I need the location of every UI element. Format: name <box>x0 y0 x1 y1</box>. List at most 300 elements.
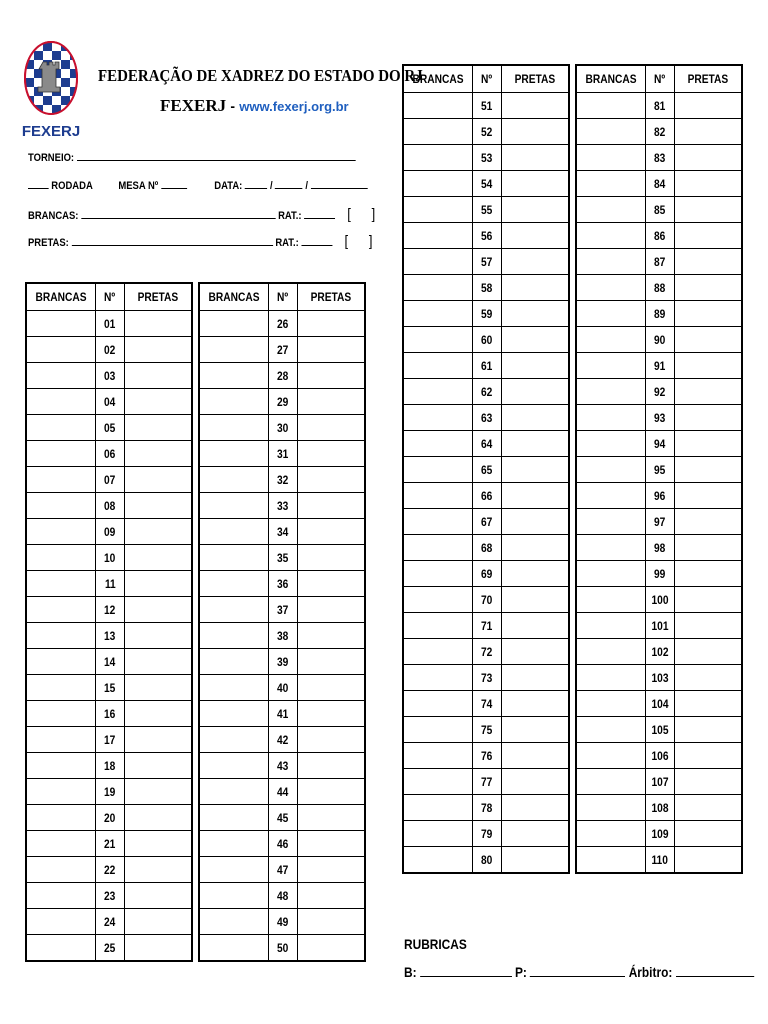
move-number: 81 <box>646 93 675 119</box>
move-number: 58 <box>473 275 502 301</box>
black-move-cell[interactable] <box>675 665 743 691</box>
move-number: 41 <box>269 701 298 727</box>
white-move-cell[interactable] <box>199 675 269 701</box>
black-move-cell[interactable] <box>298 675 366 701</box>
white-move-cell[interactable] <box>576 457 646 483</box>
white-move-cell[interactable] <box>403 821 473 847</box>
white-move-cell[interactable] <box>576 379 646 405</box>
move-row <box>576 587 742 613</box>
move-number: 74 <box>473 691 502 717</box>
move-row <box>403 275 569 301</box>
white-move-cell[interactable] <box>403 223 473 249</box>
white-move-cell[interactable] <box>199 415 269 441</box>
white-move-cell[interactable] <box>403 509 473 535</box>
white-move-cell[interactable] <box>26 779 96 805</box>
brancas-label: BRANCAS: <box>28 210 79 222</box>
white-move-cell[interactable] <box>576 405 646 431</box>
black-move-cell[interactable] <box>675 561 743 587</box>
black-move-cell[interactable] <box>675 249 743 275</box>
white-move-cell[interactable] <box>576 509 646 535</box>
black-move-cell[interactable] <box>125 467 193 493</box>
website-link[interactable]: www.fexerj.org.br <box>239 99 349 114</box>
white-move-cell[interactable] <box>403 171 473 197</box>
black-move-cell[interactable] <box>502 197 570 223</box>
move-row <box>403 301 569 327</box>
black-move-cell[interactable] <box>298 649 366 675</box>
white-move-cell[interactable] <box>199 519 269 545</box>
white-move-cell[interactable] <box>576 665 646 691</box>
black-move-cell[interactable] <box>298 701 366 727</box>
black-move-cell[interactable] <box>298 857 366 883</box>
pretas-bracket-open: [ <box>344 233 349 250</box>
white-move-cell[interactable] <box>403 353 473 379</box>
move-row <box>199 571 365 597</box>
white-move-cell[interactable] <box>403 275 473 301</box>
white-move-cell[interactable] <box>576 145 646 171</box>
white-move-cell[interactable] <box>576 769 646 795</box>
black-move-cell[interactable] <box>125 571 193 597</box>
pretas-line[interactable] <box>71 235 272 246</box>
move-number: 65 <box>473 457 502 483</box>
black-move-cell[interactable] <box>298 909 366 935</box>
white-move-cell[interactable] <box>576 847 646 874</box>
move-number: 09 <box>96 519 125 545</box>
b-signature-line[interactable] <box>420 962 512 977</box>
white-move-cell[interactable] <box>576 171 646 197</box>
white-move-cell[interactable] <box>26 519 96 545</box>
white-move-cell[interactable] <box>26 571 96 597</box>
black-move-cell[interactable] <box>125 805 193 831</box>
move-row <box>26 935 192 962</box>
white-move-cell[interactable] <box>403 119 473 145</box>
black-move-cell[interactable] <box>675 379 743 405</box>
black-move-cell[interactable] <box>675 847 743 874</box>
white-move-cell[interactable] <box>403 93 473 119</box>
black-move-cell[interactable] <box>298 727 366 753</box>
move-number: 15 <box>96 675 125 701</box>
black-move-cell[interactable] <box>125 623 193 649</box>
black-move-cell[interactable] <box>502 119 570 145</box>
black-move-cell[interactable] <box>298 779 366 805</box>
white-move-cell[interactable] <box>199 753 269 779</box>
move-number: 70 <box>473 587 502 613</box>
white-move-cell[interactable] <box>576 795 646 821</box>
move-number: 63 <box>473 405 502 431</box>
black-move-cell[interactable] <box>675 431 743 457</box>
black-move-cell[interactable] <box>675 353 743 379</box>
black-move-cell[interactable] <box>675 769 743 795</box>
black-move-cell[interactable] <box>675 93 743 119</box>
white-move-cell[interactable] <box>26 857 96 883</box>
black-move-cell[interactable] <box>502 353 570 379</box>
white-move-cell[interactable] <box>199 467 269 493</box>
white-move-cell[interactable] <box>576 119 646 145</box>
white-move-cell[interactable] <box>576 743 646 769</box>
black-move-cell[interactable] <box>502 743 570 769</box>
white-move-cell[interactable] <box>403 847 473 874</box>
black-move-cell[interactable] <box>298 623 366 649</box>
black-move-cell[interactable] <box>298 337 366 363</box>
white-move-cell[interactable] <box>403 743 473 769</box>
white-move-cell[interactable] <box>576 717 646 743</box>
black-move-cell[interactable] <box>125 337 193 363</box>
move-row <box>403 613 569 639</box>
white-move-cell[interactable] <box>403 145 473 171</box>
move-row <box>403 431 569 457</box>
black-move-cell[interactable] <box>298 467 366 493</box>
white-move-cell[interactable] <box>199 311 269 337</box>
p-signature-line[interactable] <box>530 962 625 977</box>
white-move-cell[interactable] <box>199 545 269 571</box>
white-move-cell[interactable] <box>26 493 96 519</box>
move-row <box>576 847 742 874</box>
move-number: 66 <box>473 483 502 509</box>
black-move-cell[interactable] <box>125 649 193 675</box>
move-row <box>26 727 192 753</box>
black-move-cell[interactable] <box>502 509 570 535</box>
rodada-line[interactable] <box>28 178 49 189</box>
move-number: 76 <box>473 743 502 769</box>
move-row <box>403 769 569 795</box>
white-move-cell[interactable] <box>576 587 646 613</box>
arbitro-signature-line[interactable] <box>676 962 754 977</box>
black-move-cell[interactable] <box>675 795 743 821</box>
black-move-cell[interactable] <box>502 691 570 717</box>
white-move-cell[interactable] <box>403 431 473 457</box>
black-move-cell[interactable] <box>298 545 366 571</box>
black-move-cell[interactable] <box>675 405 743 431</box>
white-move-cell[interactable] <box>576 613 646 639</box>
move-number: 46 <box>269 831 298 857</box>
move-row <box>403 171 569 197</box>
move-row <box>576 665 742 691</box>
white-move-cell[interactable] <box>199 857 269 883</box>
black-move-cell[interactable] <box>675 171 743 197</box>
white-move-cell[interactable] <box>576 639 646 665</box>
move-number: 04 <box>96 389 125 415</box>
white-move-cell[interactable] <box>576 249 646 275</box>
black-move-cell[interactable] <box>298 805 366 831</box>
move-row <box>576 457 742 483</box>
white-move-cell[interactable] <box>403 379 473 405</box>
white-move-cell[interactable] <box>199 779 269 805</box>
move-number: 23 <box>96 883 125 909</box>
white-move-cell[interactable] <box>576 535 646 561</box>
black-move-cell[interactable] <box>298 415 366 441</box>
black-move-cell[interactable] <box>125 701 193 727</box>
white-move-cell[interactable] <box>26 701 96 727</box>
black-move-cell[interactable] <box>502 457 570 483</box>
black-move-cell[interactable] <box>125 753 193 779</box>
brancas-line[interactable] <box>81 208 275 219</box>
black-move-cell[interactable] <box>675 639 743 665</box>
white-move-cell[interactable] <box>576 93 646 119</box>
white-move-cell[interactable] <box>199 909 269 935</box>
move-number: 13 <box>96 623 125 649</box>
black-move-cell[interactable] <box>298 831 366 857</box>
white-move-cell[interactable] <box>199 727 269 753</box>
white-move-cell[interactable] <box>576 327 646 353</box>
black-move-cell[interactable] <box>675 275 743 301</box>
black-move-cell[interactable] <box>125 441 193 467</box>
black-move-cell[interactable] <box>125 857 193 883</box>
black-move-cell[interactable] <box>502 639 570 665</box>
black-move-cell[interactable] <box>502 405 570 431</box>
date-year-line[interactable] <box>311 178 368 189</box>
white-move-cell[interactable] <box>26 883 96 909</box>
black-move-cell[interactable] <box>298 935 366 962</box>
move-number: 29 <box>269 389 298 415</box>
brancas-field[interactable] <box>28 206 375 223</box>
white-move-cell[interactable] <box>199 363 269 389</box>
white-move-cell[interactable] <box>199 597 269 623</box>
black-move-cell[interactable] <box>502 665 570 691</box>
black-move-cell[interactable] <box>125 831 193 857</box>
black-move-cell[interactable] <box>298 389 366 415</box>
white-move-cell[interactable] <box>576 821 646 847</box>
white-move-cell[interactable] <box>199 389 269 415</box>
move-number: 51 <box>473 93 502 119</box>
black-move-cell[interactable] <box>298 753 366 779</box>
black-move-cell[interactable] <box>675 743 743 769</box>
black-move-cell[interactable] <box>125 389 193 415</box>
white-move-cell[interactable] <box>26 675 96 701</box>
brancas-bracket-close: ] <box>371 206 376 223</box>
black-move-cell[interactable] <box>675 457 743 483</box>
black-move-cell[interactable] <box>502 145 570 171</box>
white-move-cell[interactable] <box>199 701 269 727</box>
move-number: 17 <box>96 727 125 753</box>
white-move-cell[interactable] <box>26 311 96 337</box>
black-move-cell[interactable] <box>502 587 570 613</box>
black-move-cell[interactable] <box>675 509 743 535</box>
logo-text: FEXERJ <box>22 123 80 140</box>
move-row <box>199 519 365 545</box>
white-move-cell[interactable] <box>576 691 646 717</box>
black-move-cell[interactable] <box>502 223 570 249</box>
move-row <box>26 467 192 493</box>
white-move-cell[interactable] <box>199 441 269 467</box>
move-number: 52 <box>473 119 502 145</box>
white-move-cell[interactable] <box>199 571 269 597</box>
white-move-cell[interactable] <box>576 561 646 587</box>
black-move-cell[interactable] <box>675 691 743 717</box>
white-move-cell[interactable] <box>26 597 96 623</box>
black-move-cell[interactable] <box>675 613 743 639</box>
black-move-cell[interactable] <box>125 311 193 337</box>
move-row <box>576 93 742 119</box>
white-move-cell[interactable] <box>26 753 96 779</box>
white-move-cell[interactable] <box>26 389 96 415</box>
move-number: 21 <box>96 831 125 857</box>
org-short-name: FEXERJ <box>160 96 227 115</box>
black-move-cell[interactable] <box>675 119 743 145</box>
white-move-cell[interactable] <box>26 831 96 857</box>
black-move-cell[interactable] <box>502 483 570 509</box>
white-move-cell[interactable] <box>199 831 269 857</box>
black-move-cell[interactable] <box>675 535 743 561</box>
white-move-cell[interactable] <box>26 649 96 675</box>
black-move-cell[interactable] <box>125 883 193 909</box>
black-move-cell[interactable] <box>298 441 366 467</box>
move-number: 53 <box>473 145 502 171</box>
black-move-cell[interactable] <box>125 415 193 441</box>
black-move-cell[interactable] <box>125 545 193 571</box>
white-move-cell[interactable] <box>576 431 646 457</box>
black-move-cell[interactable] <box>675 483 743 509</box>
black-move-cell[interactable] <box>125 675 193 701</box>
black-move-cell[interactable] <box>298 363 366 389</box>
white-move-cell[interactable] <box>403 483 473 509</box>
white-move-cell[interactable] <box>403 691 473 717</box>
white-move-cell[interactable] <box>576 353 646 379</box>
white-move-cell[interactable] <box>199 649 269 675</box>
white-move-cell[interactable] <box>199 493 269 519</box>
white-move-cell[interactable] <box>26 337 96 363</box>
white-move-cell[interactable] <box>199 337 269 363</box>
black-move-cell[interactable] <box>675 587 743 613</box>
black-move-cell[interactable] <box>502 275 570 301</box>
black-move-cell[interactable] <box>125 363 193 389</box>
white-move-cell[interactable] <box>26 909 96 935</box>
white-move-cell[interactable] <box>26 467 96 493</box>
white-move-cell[interactable] <box>26 805 96 831</box>
black-move-cell[interactable] <box>125 909 193 935</box>
white-move-cell[interactable] <box>576 197 646 223</box>
white-move-cell[interactable] <box>403 249 473 275</box>
white-move-cell[interactable] <box>403 665 473 691</box>
white-move-cell[interactable] <box>26 623 96 649</box>
black-move-cell[interactable] <box>502 769 570 795</box>
black-move-cell[interactable] <box>502 535 570 561</box>
torneio-field[interactable] <box>28 150 355 164</box>
black-move-cell[interactable] <box>125 935 193 962</box>
black-move-cell[interactable] <box>298 571 366 597</box>
black-move-cell[interactable] <box>502 379 570 405</box>
move-number: 96 <box>646 483 675 509</box>
black-move-cell[interactable] <box>675 145 743 171</box>
white-move-cell[interactable] <box>26 727 96 753</box>
white-move-cell[interactable] <box>403 457 473 483</box>
move-row <box>199 363 365 389</box>
white-move-cell[interactable] <box>199 805 269 831</box>
move-number: 87 <box>646 249 675 275</box>
col-header-brancas: BRANCAS <box>403 65 473 93</box>
move-number: 50 <box>269 935 298 962</box>
white-move-cell[interactable] <box>403 535 473 561</box>
white-move-cell[interactable] <box>26 415 96 441</box>
moves-header-row <box>199 283 365 311</box>
white-move-cell[interactable] <box>403 405 473 431</box>
white-move-cell[interactable] <box>403 327 473 353</box>
white-move-cell[interactable] <box>576 223 646 249</box>
pretas-field[interactable] <box>28 233 372 250</box>
white-move-cell[interactable] <box>26 363 96 389</box>
brancas-rat-line[interactable] <box>304 208 335 219</box>
move-row <box>26 597 192 623</box>
black-move-cell[interactable] <box>502 93 570 119</box>
black-move-cell[interactable] <box>298 597 366 623</box>
black-move-cell[interactable] <box>675 821 743 847</box>
move-number: 16 <box>96 701 125 727</box>
black-move-cell[interactable] <box>298 519 366 545</box>
white-move-cell[interactable] <box>403 197 473 223</box>
black-move-cell[interactable] <box>675 327 743 353</box>
white-move-cell[interactable] <box>199 623 269 649</box>
black-move-cell[interactable] <box>502 301 570 327</box>
white-move-cell[interactable] <box>199 935 269 962</box>
black-move-cell[interactable] <box>125 779 193 805</box>
move-row <box>403 717 569 743</box>
black-move-cell[interactable] <box>125 727 193 753</box>
move-number: 56 <box>473 223 502 249</box>
black-move-cell[interactable] <box>502 847 570 874</box>
white-move-cell[interactable] <box>403 795 473 821</box>
move-row <box>576 717 742 743</box>
black-move-cell[interactable] <box>298 883 366 909</box>
black-move-cell[interactable] <box>675 197 743 223</box>
black-move-cell[interactable] <box>675 717 743 743</box>
white-move-cell[interactable] <box>199 883 269 909</box>
move-number: 35 <box>269 545 298 571</box>
move-number: 57 <box>473 249 502 275</box>
pretas-rat-line[interactable] <box>301 235 332 246</box>
black-move-cell[interactable] <box>125 519 193 545</box>
black-move-cell[interactable] <box>502 171 570 197</box>
black-move-cell[interactable] <box>125 597 193 623</box>
black-move-cell[interactable] <box>502 795 570 821</box>
black-move-cell[interactable] <box>675 223 743 249</box>
black-move-cell[interactable] <box>675 301 743 327</box>
white-move-cell[interactable] <box>403 561 473 587</box>
move-row <box>403 353 569 379</box>
move-number: 98 <box>646 535 675 561</box>
white-move-cell[interactable] <box>26 545 96 571</box>
white-move-cell[interactable] <box>403 769 473 795</box>
white-move-cell[interactable] <box>26 935 96 962</box>
white-move-cell[interactable] <box>26 441 96 467</box>
move-row <box>576 639 742 665</box>
date-day-line[interactable] <box>245 178 267 189</box>
mesa-line[interactable] <box>161 178 187 189</box>
black-move-cell[interactable] <box>502 717 570 743</box>
black-move-cell[interactable] <box>298 311 366 337</box>
black-move-cell[interactable] <box>298 493 366 519</box>
white-move-cell[interactable] <box>403 613 473 639</box>
move-row <box>199 441 365 467</box>
white-move-cell[interactable] <box>576 301 646 327</box>
black-move-cell[interactable] <box>502 327 570 353</box>
moves-header-row <box>403 65 569 93</box>
move-number: 75 <box>473 717 502 743</box>
torneio-line[interactable] <box>77 150 356 161</box>
white-move-cell[interactable] <box>403 639 473 665</box>
black-move-cell[interactable] <box>502 561 570 587</box>
white-move-cell[interactable] <box>576 483 646 509</box>
move-row <box>403 665 569 691</box>
black-move-cell[interactable] <box>502 821 570 847</box>
white-move-cell[interactable] <box>403 301 473 327</box>
move-number: 49 <box>269 909 298 935</box>
white-move-cell[interactable] <box>403 587 473 613</box>
black-move-cell[interactable] <box>502 431 570 457</box>
white-move-cell[interactable] <box>576 275 646 301</box>
black-move-cell[interactable] <box>502 249 570 275</box>
date-month-line[interactable] <box>275 178 303 189</box>
black-move-cell[interactable] <box>502 613 570 639</box>
white-move-cell[interactable] <box>403 717 473 743</box>
black-move-cell[interactable] <box>125 493 193 519</box>
